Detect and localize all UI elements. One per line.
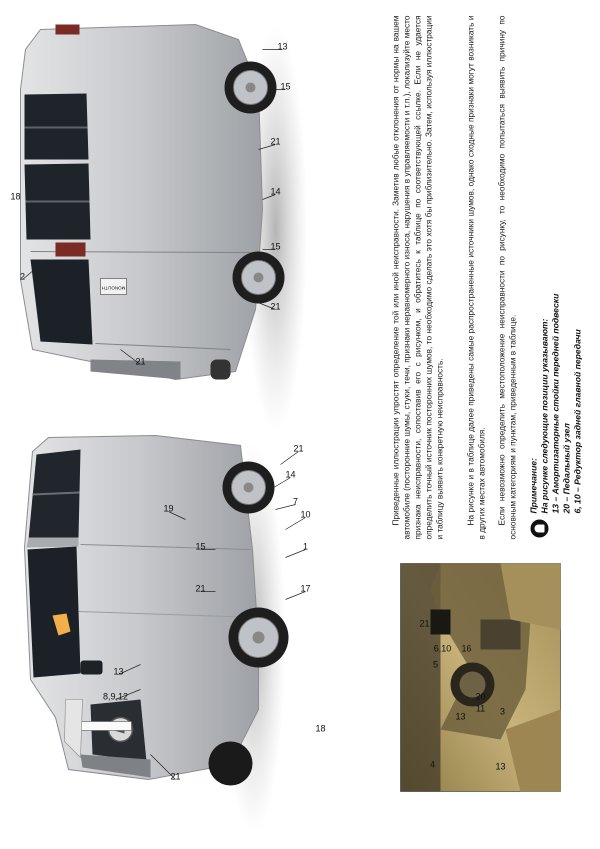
callout-label: 18	[9, 191, 21, 202]
callout-label: 15	[279, 81, 291, 92]
interior-label: 13	[454, 711, 466, 722]
fallback-paragraph	[496, 16, 518, 540]
note-line: 6, 10 – Редуктор задней главной передачи	[572, 329, 582, 514]
callout-label: 2	[19, 271, 25, 282]
interior-label: 4	[429, 759, 435, 770]
rear-van-illustration	[20, 25, 307, 435]
interior-label: 3	[499, 706, 505, 717]
interior-label: 13	[494, 761, 506, 772]
fallback-paragraph-text: Если невозможно определить местоположение неисправности по рисунку, то необходимо попытаться выявить причину по основным категориям и пунктам, приведенным в таблице.	[496, 15, 517, 540]
note-line: На рисунке следующие позиции указывают:	[539, 318, 549, 514]
intro-paragraph	[390, 16, 445, 540]
callout-label: 21	[269, 301, 281, 312]
note-title: Примечание:	[528, 458, 538, 514]
interior-label: 21	[418, 618, 430, 629]
note-line: 20 – Педальный узел	[561, 423, 571, 514]
callout-label: 10	[299, 509, 311, 520]
front-van-illustration	[24, 436, 288, 835]
callout-label: 15	[269, 241, 281, 252]
interior-photo	[400, 564, 560, 792]
callout-label: 13	[276, 41, 288, 52]
callout-label: 18	[314, 723, 326, 734]
note-line: 13 – Амортизаторные стойки передней подвески	[550, 293, 560, 514]
callout-label: 19	[162, 503, 174, 514]
rear-badge	[100, 279, 126, 295]
callout-label: 13	[112, 666, 124, 677]
callout-label: 14	[269, 186, 281, 197]
callout-label: 1	[302, 541, 308, 552]
interior-label: 6,10	[433, 643, 451, 654]
callout-label: 21	[134, 356, 146, 367]
callout-label: 21	[269, 136, 281, 147]
callout-label: 7	[292, 496, 298, 507]
interior-label: 5	[432, 659, 438, 670]
callout-label: 21	[194, 583, 206, 594]
interior-label: 16	[460, 643, 472, 654]
sounds-paragraph	[465, 16, 487, 540]
callout-label: 17	[299, 583, 311, 594]
badge-text: MONOLITH	[101, 285, 125, 291]
callout-label: 21	[292, 443, 304, 454]
callout-label: 8,9,12	[102, 691, 128, 702]
note-icon-glyph	[534, 525, 544, 533]
rear-axle-shadow	[210, 360, 230, 380]
rotated-content	[0, 1, 600, 849]
sounds-paragraph-text: На рисунке и в таблице далее приведены самые распространенные источники шумов, однако сходные признаки могут возникать и в других местах автомобиля.	[465, 15, 486, 540]
callout-label: 15	[194, 541, 206, 552]
intro-paragraph-text: Приведенные иллюстрации упростят определение той или иной неисправности. Заметив любые отклонения от нормы на вашем автомобиле (посторонние шумы, стуки, течи, признаки неравномерного износа, нарушения в управляемости и т.п.), локализуйте место признака неисправности, сопоставив его с рисунком, и обратитесь к таблице по соответствующей ссылке. Если не удается определить точный источник посторонних шумов, то необходимо сделать это хотя бы приблизительно. Затем, используя иллюстрации и таблицу выявить конкретную неисправность.	[390, 15, 444, 540]
interior-label: 11	[475, 703, 485, 714]
callout-label: 21	[169, 771, 181, 782]
interior-label: 20	[474, 691, 486, 702]
callout-label: 14	[284, 469, 296, 480]
